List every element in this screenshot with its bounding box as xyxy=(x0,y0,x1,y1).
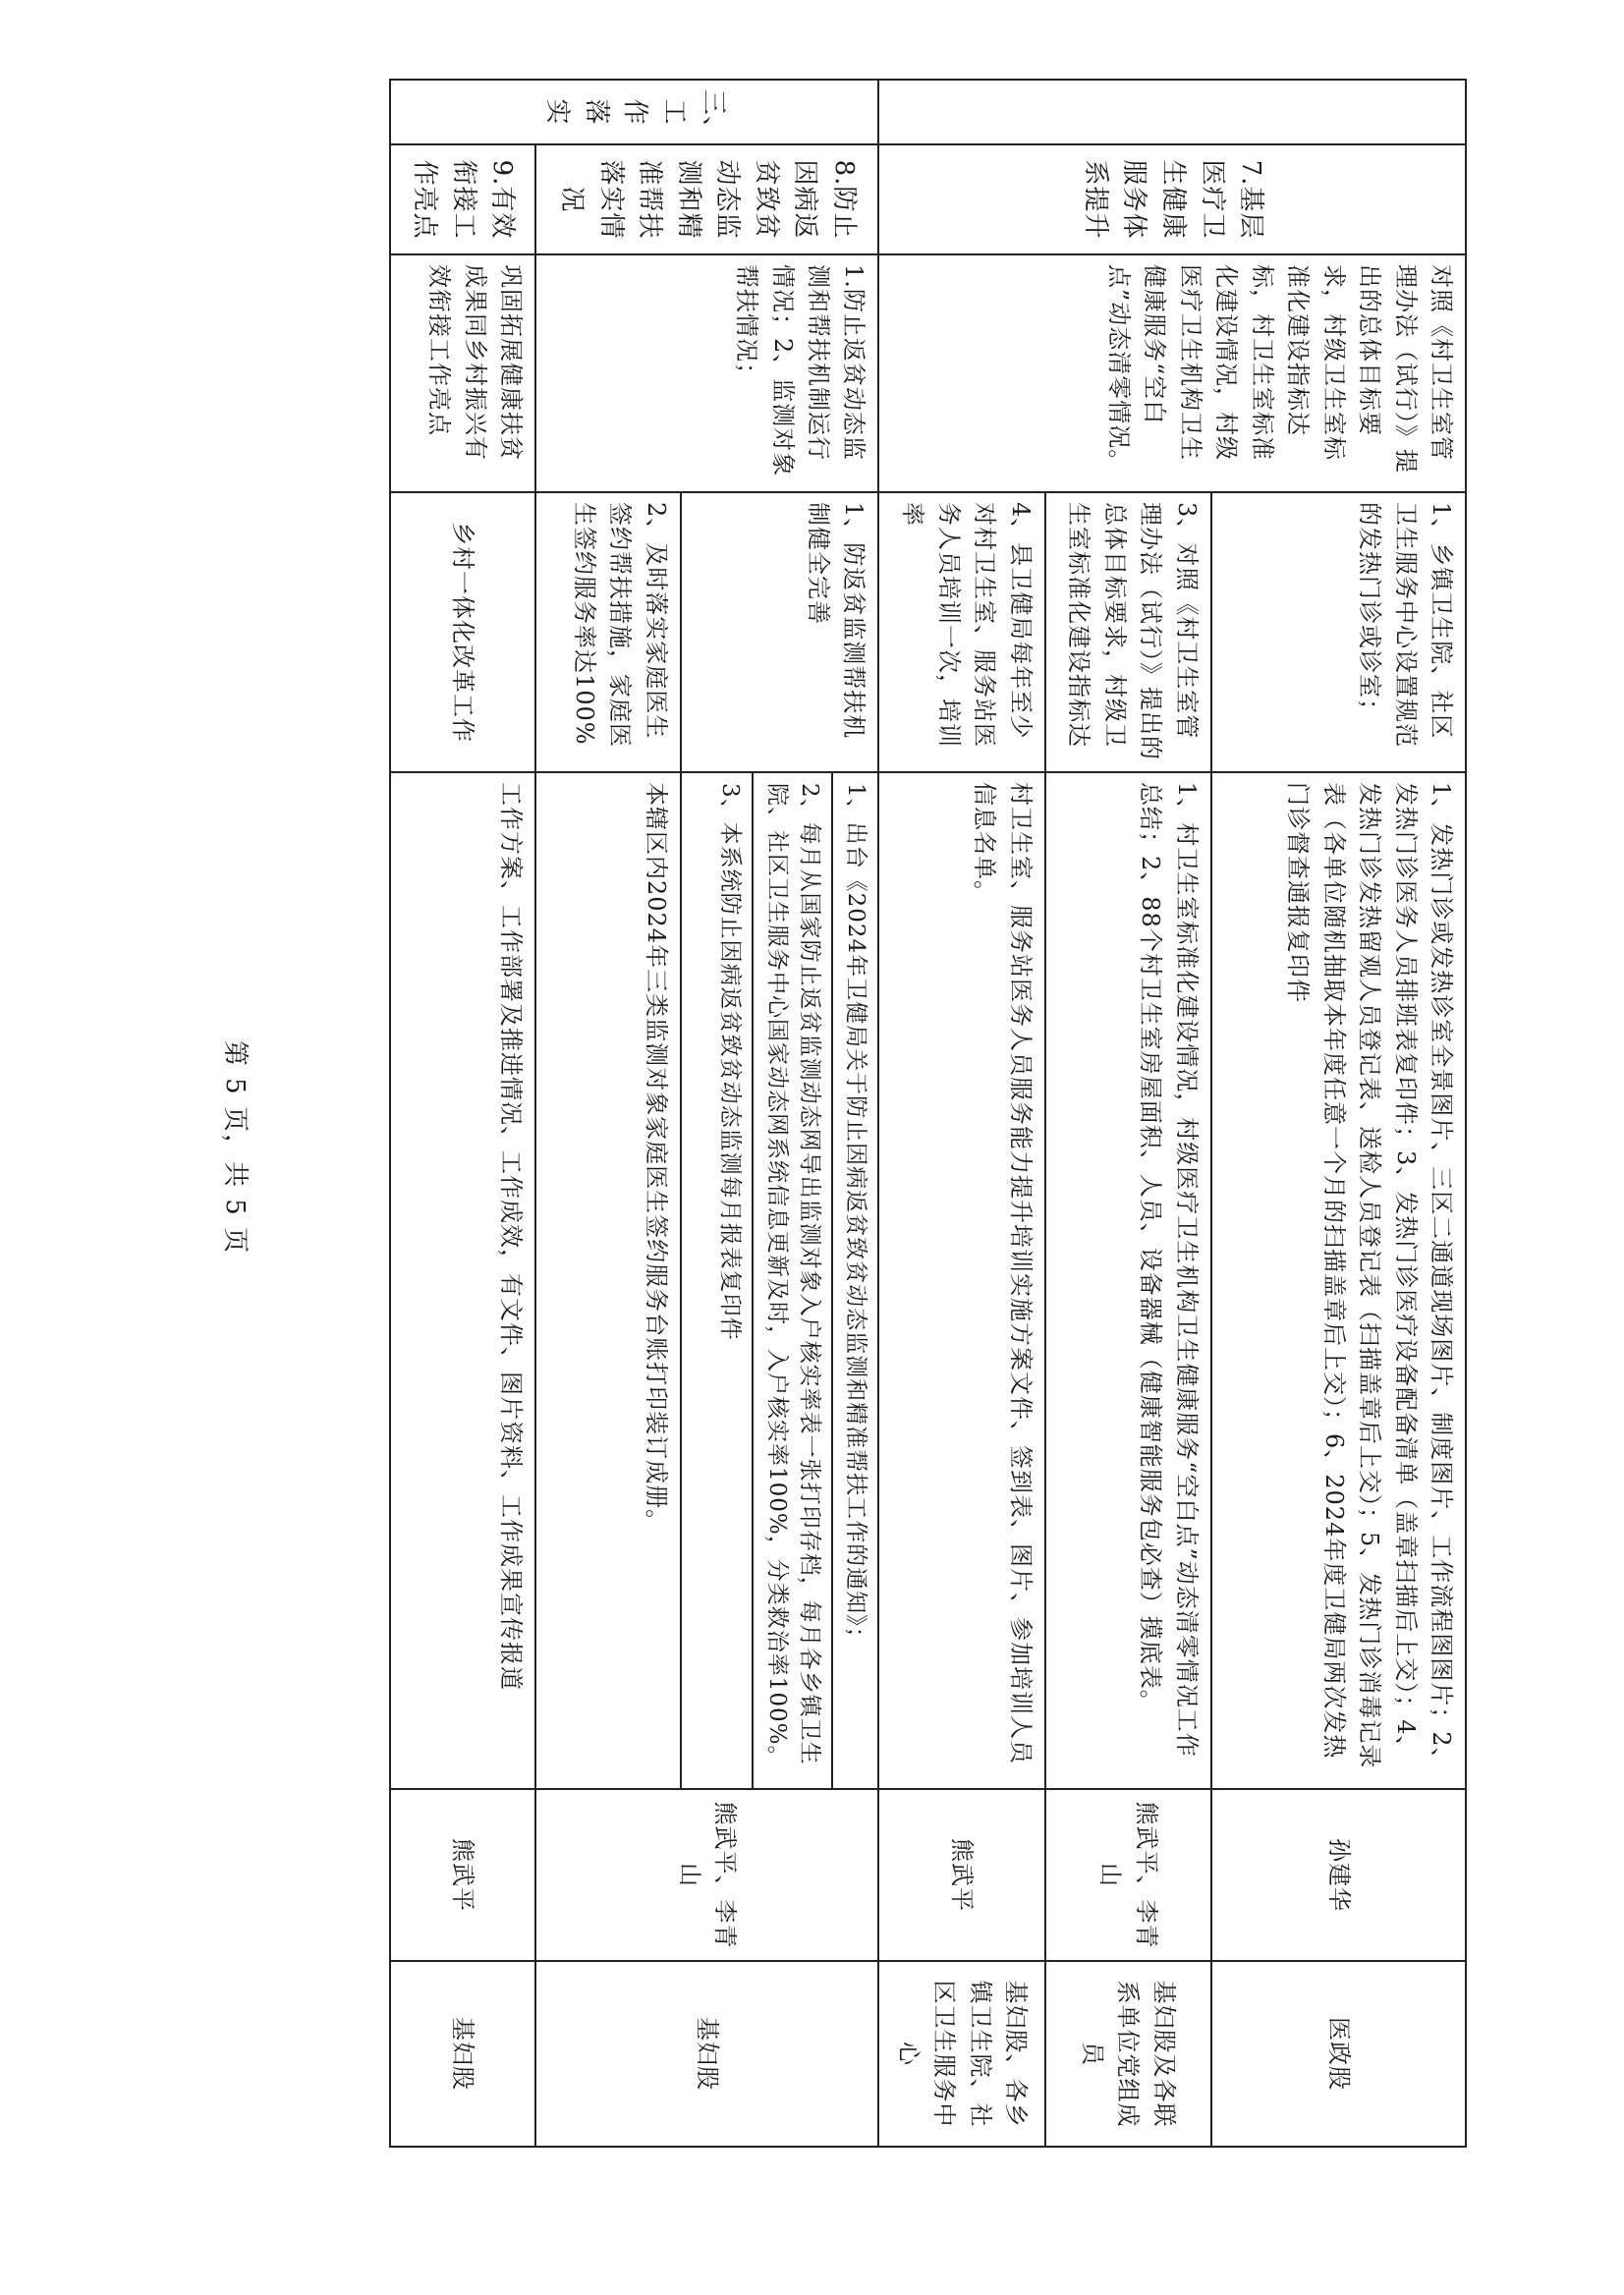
measure-cell: 1、乡镇卫生院、社区卫生服务中心设置规范的发热门诊或诊室； xyxy=(1211,492,1466,772)
measure-cell: 2、及时落实家庭医生签约帮扶措施，家庭医生签约服务率达100% xyxy=(535,492,680,772)
table-row-item-8 xyxy=(681,80,879,2147)
goal-cell: 巩固拓展健康扶贫成果同乡村振兴有效衔接工作亮点 xyxy=(390,254,535,492)
material-item: 3、本系统防止因病返贫致贫动态监测每月报表复印件 xyxy=(717,783,744,1341)
goal-cell: 对照《村卫生室管理办法（试行）》提出的总体目标要求，村级卫生室标准化建设指标达标，村卫生室标准化建设情况，村级医疗卫生机构卫生健康服务“空白点”动态清零情况。 xyxy=(878,254,1466,492)
leader-cell: 孙建华 xyxy=(1211,1789,1466,1961)
leader-cell: 熊武平、李青山 xyxy=(535,1789,878,1961)
task-name-cell: 7.基层医疗卫生健康服务体系提升 xyxy=(878,144,1466,254)
work-plan-table xyxy=(389,79,1467,2148)
leader-cell: 熊武平 xyxy=(878,1789,1044,1961)
table-row-item-7 xyxy=(1211,80,1466,2147)
material-cell xyxy=(681,772,879,1789)
page-footer: 第 5 页，共 5 页 xyxy=(220,1039,250,1256)
task-name-cell: 8.防止因病返贫致贫动态监测和精准帮扶落实情况 xyxy=(535,144,878,254)
measure-cell: 4、县卫健局每年至少对村卫生室、服务站医务人员培训一次，培训率 xyxy=(878,492,1044,772)
department-cell: 医政股 xyxy=(1211,1961,1466,2147)
material-cell: 本辖区内2024年三类监测对象家庭医生签约服务台账打印装订成册。 xyxy=(535,772,680,1789)
department-cell: 基妇股及各联系单位党组成员 xyxy=(1045,1961,1211,2147)
category-cell xyxy=(878,80,1466,144)
measure-cell: 1、防返贫监测帮扶机制健全完善 xyxy=(681,492,879,772)
goal-cell: 1.防止返贫动态监测和帮扶机制运行情况；2、监测对象帮扶情况； xyxy=(535,254,878,492)
measure-cell: 乡村一体化改革工作 xyxy=(390,492,535,772)
department-cell: 基妇股 xyxy=(535,1961,878,2147)
material-cell: 村卫生室、服务站医务人员服务能力提升培训实施方案文件、签到表、图片、参加培训人员信息名单。 xyxy=(878,772,1044,1789)
department-cell: 基妇股 xyxy=(390,1961,535,2147)
material-cell: 1、发热门诊或发热诊室全景图片、三区二通道现场图片、制度图片、工作流程图图片；2、发热门诊医务人员排班表复印件；3、发热门诊医疗设备配备清单（盖章扫描后上交）；4、发热门诊发热留观人员登记表、送检人员登记表（扫描盖章后上交）；5、发热门诊消毒记录表（各单位随机抽取本年度任意一个月的扫描盖章后上交）；6、2024年度卫健局两次发热门诊督查通报复印件 xyxy=(1211,772,1466,1789)
material-cell: 工作方案、工作部署及推进情况、工作成效，有文件、图片资料、工作成果宣传报道 xyxy=(390,772,535,1789)
material-item: 2、每月从国家防止返贫监测动态网导出监测对象入户核实率表一张打印存档，每月各乡镇卫生院、社区卫生服务中心国家动态网系统信息更新及时，入户核实率100%，分类救治率100%。 xyxy=(752,773,831,1788)
category-cell: 三、工作落实 xyxy=(390,80,878,144)
leader-cell: 熊武平、李青山 xyxy=(1045,1789,1211,1961)
table-row-item-9 xyxy=(390,80,535,2147)
leader-cell: 熊武平 xyxy=(390,1789,535,1961)
material-cell: 1、村卫生室标准化建设情况，村级医疗卫生机构卫生健康服务“空白点”动态清零情况工作总结；2、88个村卫生室房屋面积、人员、设备器械（健康智能服务包必查）摸底表。 xyxy=(1045,772,1211,1789)
task-name-cell: 9.有效衔接工作亮点 xyxy=(390,144,535,254)
material-item: 1、出台《2024年卫健局关于防止因病返贫致贫动态监测和精准帮扶工作的通知》； xyxy=(831,773,877,1788)
measure-cell: 3、对照《村卫生室管理办法（试行）》提出的总体目标要求，村级卫生室标准化建设指标达 xyxy=(1045,492,1211,772)
department-cell: 基妇股、各乡镇卫生院、社区卫生服务中心 xyxy=(878,1961,1044,2147)
